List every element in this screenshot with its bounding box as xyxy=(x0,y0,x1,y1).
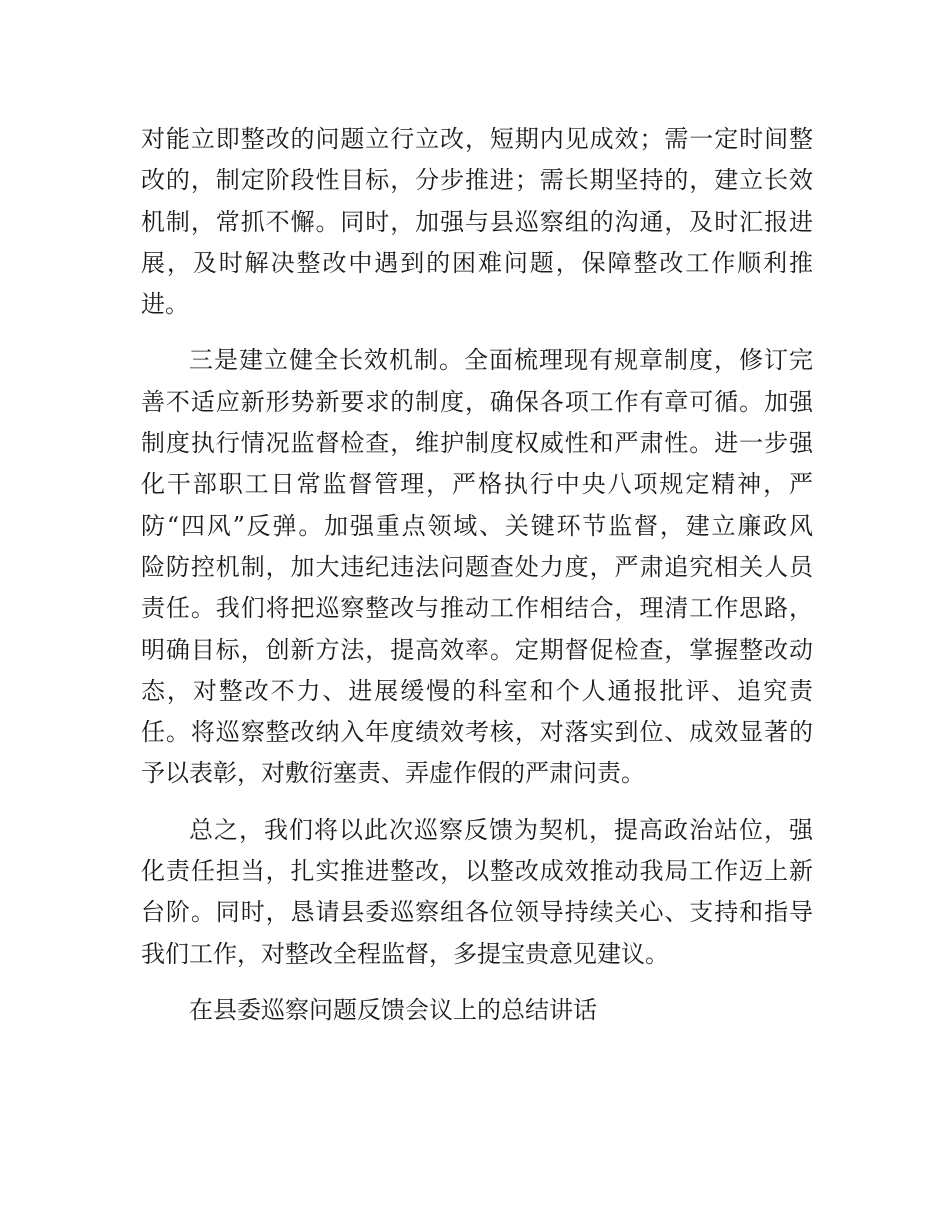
text-line: 展，及时解决整改中遇到的困难问题，保障整改工作顺利推 xyxy=(141,248,813,277)
document-title-line: 在县委巡察问题反馈会议上的总结讲话 xyxy=(189,995,597,1024)
text-line: 态，对整改不力、进展缓慢的科室和个人通报批评、追究责 xyxy=(141,676,813,705)
paragraph-continuation xyxy=(141,119,813,325)
paragraph-spacer xyxy=(141,325,813,340)
text-line: 防“四风”反弹。加强重点领域、关键环节监督，建立廉政风 xyxy=(141,511,813,540)
paragraph-three xyxy=(141,340,813,794)
text-line: 化责任担当，扎实推进整改，以整改成效推动我局工作迈上新 xyxy=(141,857,813,886)
text-line: 我们工作，对整改全程监督，多提宝贵意见建议。 xyxy=(141,939,669,968)
text-line: 改的，制定阶段性目标，分步推进；需长期坚持的，建立长效 xyxy=(141,166,813,195)
text-line: 化干部职工日常监督管理，严格执行中央八项规定精神，严 xyxy=(141,470,813,499)
paragraph-spacer xyxy=(141,975,813,990)
text-line: 对能立即整改的问题立行立改，短期内见成效；需一定时间整 xyxy=(141,125,813,153)
paragraph-summary xyxy=(141,810,813,975)
paragraph-spacer xyxy=(141,795,813,810)
text-line: 台阶。同时，恳请县委巡察组各位领导持续关心、支持和指导 xyxy=(141,898,813,927)
text-line: 任。将巡察整改纳入年度绩效考核，对落实到位、成效显著的 xyxy=(141,718,813,747)
text-line: 三是建立健全长效机制。全面梳理现有规章制度，修订完 xyxy=(189,346,813,375)
text-line: 明确目标，创新方法，提高效率。定期督促检查，掌握整改动 xyxy=(141,635,813,664)
text-line: 险防控机制，加大违纪违法问题查处力度，严肃追究相关人员 xyxy=(141,552,813,581)
document-body xyxy=(141,119,813,1031)
text-line: 善不适应新形势新要求的制度，确保各项工作有章可循。加强 xyxy=(141,387,813,416)
text-line: 责任。我们将把巡察整改与推动工作相结合，理清工作思路， xyxy=(141,594,813,623)
text-line: 机制，常抓不懈。同时，加强与县巡察组的沟通，及时汇报进 xyxy=(141,207,813,236)
text-line: 总之，我们将以此次巡察反馈为契机，提高政治站位，强 xyxy=(189,815,813,844)
paragraph-title xyxy=(141,990,813,1031)
text-line: 进。 xyxy=(141,290,189,319)
text-line: 制度执行情况监督检查，维护制度权威性和严肃性。进一步强 xyxy=(141,429,813,458)
text-line: 予以表彰，对敷衍塞责、弄虚作假的严肃问责。 xyxy=(141,759,645,788)
